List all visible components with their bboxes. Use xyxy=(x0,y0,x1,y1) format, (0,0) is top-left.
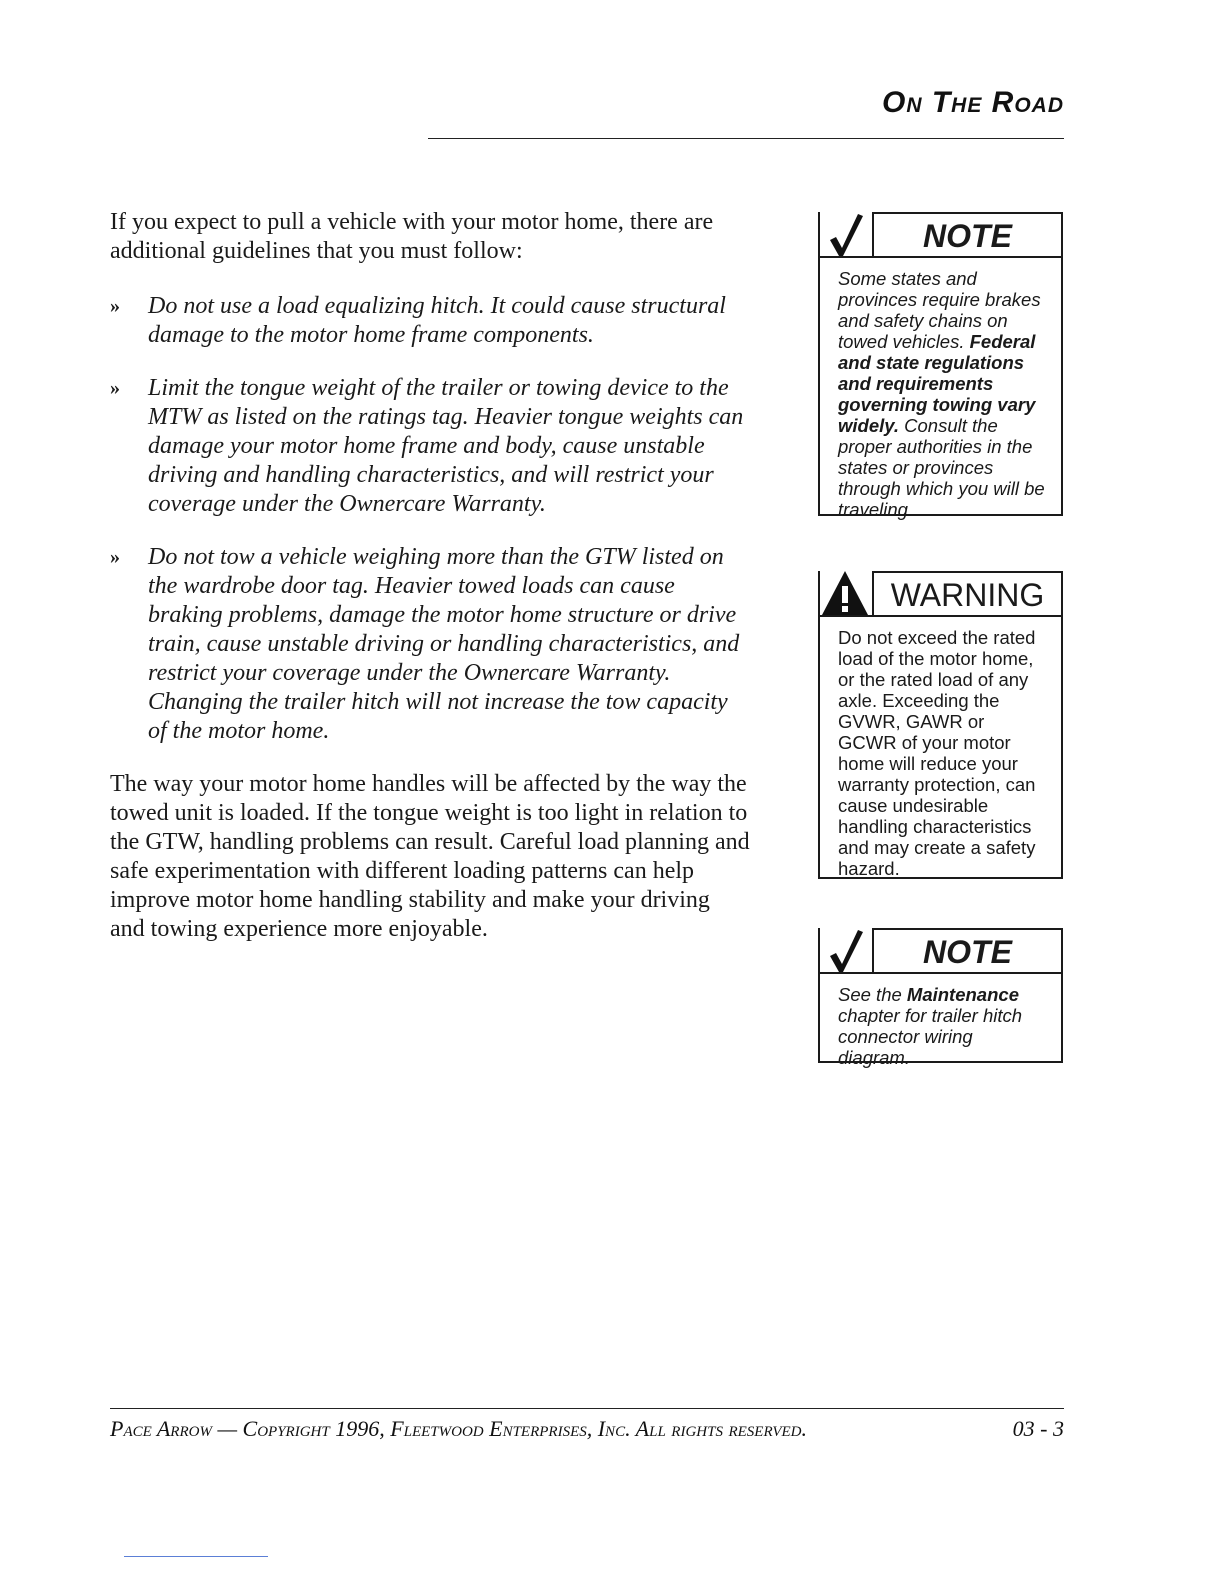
closing-paragraph: The way your motor home handles will be affected by the way the towed unit is loaded. If the tongue weight is too light in relation to the GTW, handling problems can result. Careful load planning and safe experimentation with different loading patterns can help improve motor home handling stability and make your driving and towing experience more enjoyable. xyxy=(110,771,750,942)
warning-triangle-icon xyxy=(820,569,870,617)
warning-header xyxy=(820,571,1061,617)
note-text: Some states and provinces require brakes and safety chains on towed vehicles. xyxy=(838,268,1041,352)
note-body xyxy=(820,258,1061,532)
list-item xyxy=(110,543,750,746)
bullet-text: Limit the tongue weight of the trailer or towing device to the MTW as listed on the ratings tag. Heavier tongue weights can damage your motor home frame and body, cause unstable driving and handling characteristics, and will restrict your coverage under the Ownercare Warranty. xyxy=(148,375,744,517)
list-item xyxy=(110,292,750,350)
check-icon xyxy=(826,210,866,258)
bullet-marker-icon: » xyxy=(110,546,120,568)
footer-copyright: Pace Arrow — Copyright 1996, Fleetwood Enterprises, Inc. All rights reserved. xyxy=(110,1416,807,1441)
note-header xyxy=(820,212,1061,258)
note-text-bold: Federal and state regulations and requirements governing towing vary widely. xyxy=(838,331,1036,436)
bullet-text: Do not use a load equalizing hitch. It could cause structural damage to the motor home frame components. xyxy=(148,293,726,348)
note-text: chapter for trailer hitch connector wiring diagram. xyxy=(838,1005,1023,1068)
note-text: See the xyxy=(838,984,907,1005)
bullet-marker-icon: » xyxy=(110,377,120,399)
note-header xyxy=(820,928,1061,974)
note-text: Consult the proper authorities in the states or provinces through which you will be traveling. xyxy=(838,415,1045,520)
note-text-bold: Maintenance xyxy=(906,984,1019,1005)
check-icon xyxy=(826,926,866,974)
warning-body: Do not exceed the rated load of the motor home, or the rated load of any axle. Exceeding the GVWR, GAWR or GCWR of your motor home will reduce your warranty protection, can cause undesirable handling characteristics and may create a safety hazard. xyxy=(838,627,1036,879)
page-title: On The Road xyxy=(882,86,1064,119)
bullet-text: Do not tow a vehicle weighing more than the GTW listed on the wardrobe door tag. Heavier towed loads can cause braking problems, damage the motor home structure or drive train, cause unstable driving or handling characteristics, and restrict your coverage under the Ownercare Warranty. Changing the trailer hitch will not increase the tow capacity of the motor home. xyxy=(148,544,740,744)
main-content xyxy=(110,208,750,944)
scan-edge-line xyxy=(124,1556,268,1557)
bullet-marker-icon: » xyxy=(110,295,120,317)
warning-label: WARNING xyxy=(872,571,1063,617)
note-body xyxy=(820,974,1061,1080)
note-label: NOTE xyxy=(872,928,1063,974)
warning-callout xyxy=(818,571,1063,879)
note-callout-maintenance xyxy=(818,928,1063,1068)
note-callout-towing xyxy=(818,212,1063,520)
intro-paragraph: If you expect to pull a vehicle with your motor home, there are additional guidelines that you must follow: xyxy=(110,209,714,264)
page-number: 03 - 3 xyxy=(1012,1416,1064,1441)
footer-divider xyxy=(110,1408,1064,1409)
header-divider xyxy=(428,138,1064,139)
list-item xyxy=(110,374,750,519)
note-label: NOTE xyxy=(872,212,1063,258)
